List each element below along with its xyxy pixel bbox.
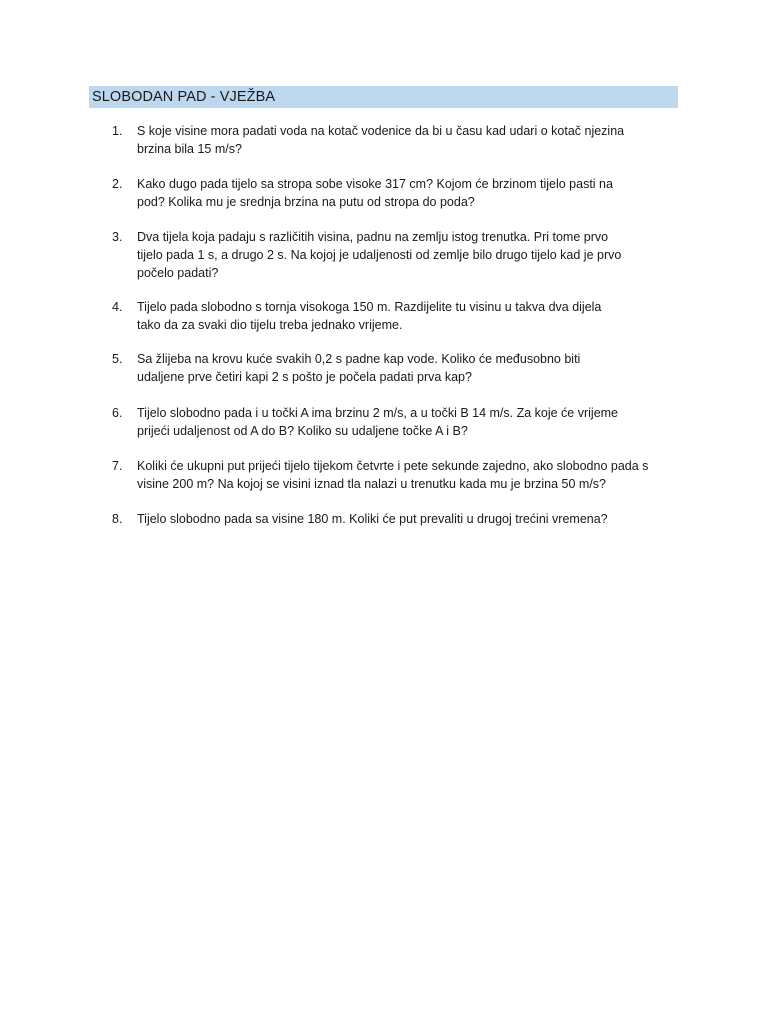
- question-text: Dva tijela koja padaju s različitih visina, padnu na zemlju istog trenutka. Pri tome prvo tijelo pada 1 s, a drugo 2 s. Na kojoj je udaljenosti od zemlje bilo drugo tijelo kad je prvo počelo padati?: [137, 230, 622, 280]
- question-text: Tijelo slobodno pada i u točki A ima brzinu 2 m/s, a u točki B 14 m/s. Za koje će vrijeme prijeći udaljenost od A do B? Koliko su udaljene točke A i B?: [137, 406, 619, 438]
- question-text: Koliki će ukupni put prijeći tijelo tijekom četvrte i pete sekunde zajedno, ako slobodno pada s visine 200 m? Na kojoj se visini iznad tla nalazi u trenutku kada mu je brzina 50 m/s?: [137, 459, 649, 491]
- question-number: 1.: [112, 124, 123, 138]
- question-number: 7.: [112, 459, 123, 473]
- question-text: S koje visine mora padati voda na kotač vodenice da bi u času kad udari o kotač njezina brzina bila 15 m/s?: [137, 124, 625, 156]
- question-number: 4.: [112, 300, 123, 314]
- question-text: Kako dugo pada tijelo sa stropa sobe visoke 317 cm? Kojom će brzinom tijelo pasti na pod? Kolika mu je srednja brzina na putu od stropa do poda?: [137, 177, 613, 209]
- question-number: 5.: [112, 352, 123, 366]
- document-title: SLOBODAN PAD - VJEŽBA: [89, 86, 678, 108]
- question-number: 6.: [112, 406, 123, 420]
- question-number: 3.: [112, 230, 123, 244]
- question-text: Tijelo pada slobodno s tornja visokoga 150 m. Razdijelite tu visinu u takva dva dijela tako da za svaki dio tijelu treba jednako vrijeme.: [137, 300, 602, 332]
- question-text: Tijelo slobodno pada sa visine 180 m. Koliki će put prevaliti u drugoj trećini vremena?: [137, 512, 608, 526]
- question-number: 2.: [112, 177, 123, 191]
- question-text: Sa žlijeba na krovu kuće svakih 0,2 s padne kap vode. Koliko će međusobno biti udaljene prve četiri kapi 2 s pošto je počela padati prva kap?: [137, 352, 581, 384]
- question-number: 8.: [112, 512, 123, 526]
